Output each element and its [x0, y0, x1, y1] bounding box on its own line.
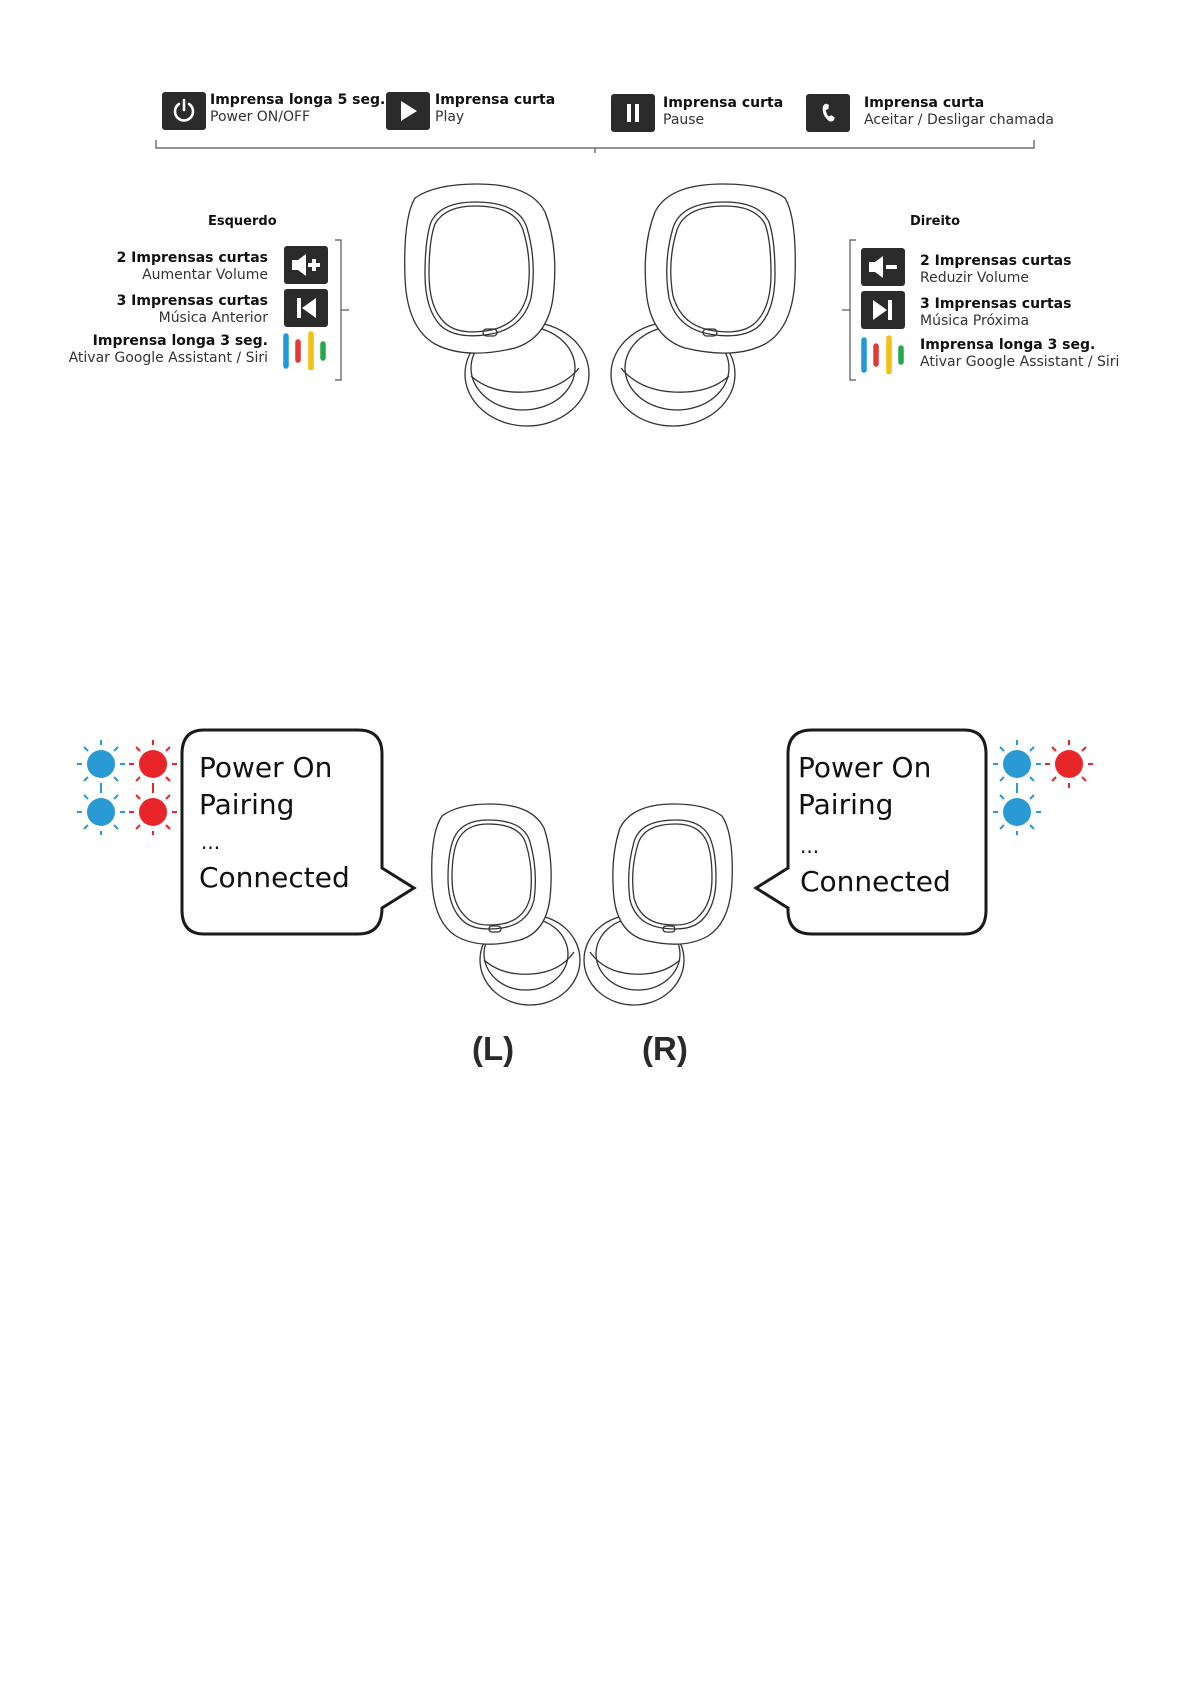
right-bubble-connected: Connected [800, 865, 951, 898]
power-title: Imprensa longa 5 seg. [210, 92, 386, 108]
earbuds-top-illustration [395, 178, 805, 428]
phone-title: Imprensa curta [864, 95, 985, 111]
right-item-2-title: 3 Imprensas curtas [920, 296, 1072, 312]
left-item-2-desc: Música Anterior [158, 310, 268, 326]
pause-title: Imprensa curta [663, 95, 784, 111]
right-item-1-desc: Reduzir Volume [920, 270, 1029, 286]
left-item-3-title: Imprensa longa 3 seg. [92, 333, 268, 349]
left-item-1-title: 2 Imprensas curtas [116, 250, 268, 266]
right-led-indicators [990, 735, 1100, 835]
right-bubble-power-on: Power On [798, 751, 932, 784]
left-bubble-power-on: Power On [199, 751, 333, 784]
phone-desc: Aceitar / Desligar chamada [864, 112, 1054, 128]
right-heading: Direito [910, 214, 961, 229]
left-item-1-desc: Aumentar Volume [142, 267, 268, 283]
left-item-3-desc: Ativar Google Assistant / Siri [68, 350, 268, 366]
volume-down-icon [861, 248, 905, 286]
right-item-3-desc: Ativar Google Assistant / Siri [920, 354, 1120, 370]
left-earbud-label: (L) [472, 1030, 515, 1067]
voice-assistant-icon [280, 330, 330, 370]
right-bubble-dots: ... [800, 834, 820, 858]
previous-track-icon [284, 289, 328, 327]
left-item-2-title: 3 Imprensas curtas [116, 293, 268, 309]
left-led-indicators [70, 735, 180, 835]
voice-assistant-icon [858, 334, 908, 374]
right-bubble-pairing: Pairing [798, 788, 894, 821]
pause-desc: Pause [663, 112, 705, 128]
right-item-3-title: Imprensa longa 3 seg. [920, 337, 1096, 353]
earbuds-bottom-illustration [420, 800, 760, 1010]
left-bubble-pairing: Pairing [199, 788, 295, 821]
volume-up-icon [284, 246, 328, 284]
play-desc: Play [435, 109, 465, 125]
left-bubble-dots: ... [201, 830, 221, 854]
next-track-icon [861, 291, 905, 329]
right-item-1-title: 2 Imprensas curtas [920, 253, 1072, 269]
power-desc: Power ON/OFF [210, 109, 311, 125]
right-earbud-label: (R) [642, 1030, 688, 1067]
left-heading: Esquerdo [208, 214, 277, 229]
left-bubble-connected: Connected [199, 861, 350, 894]
play-title: Imprensa curta [435, 92, 556, 108]
right-item-2-desc: Música Próxima [920, 313, 1030, 329]
